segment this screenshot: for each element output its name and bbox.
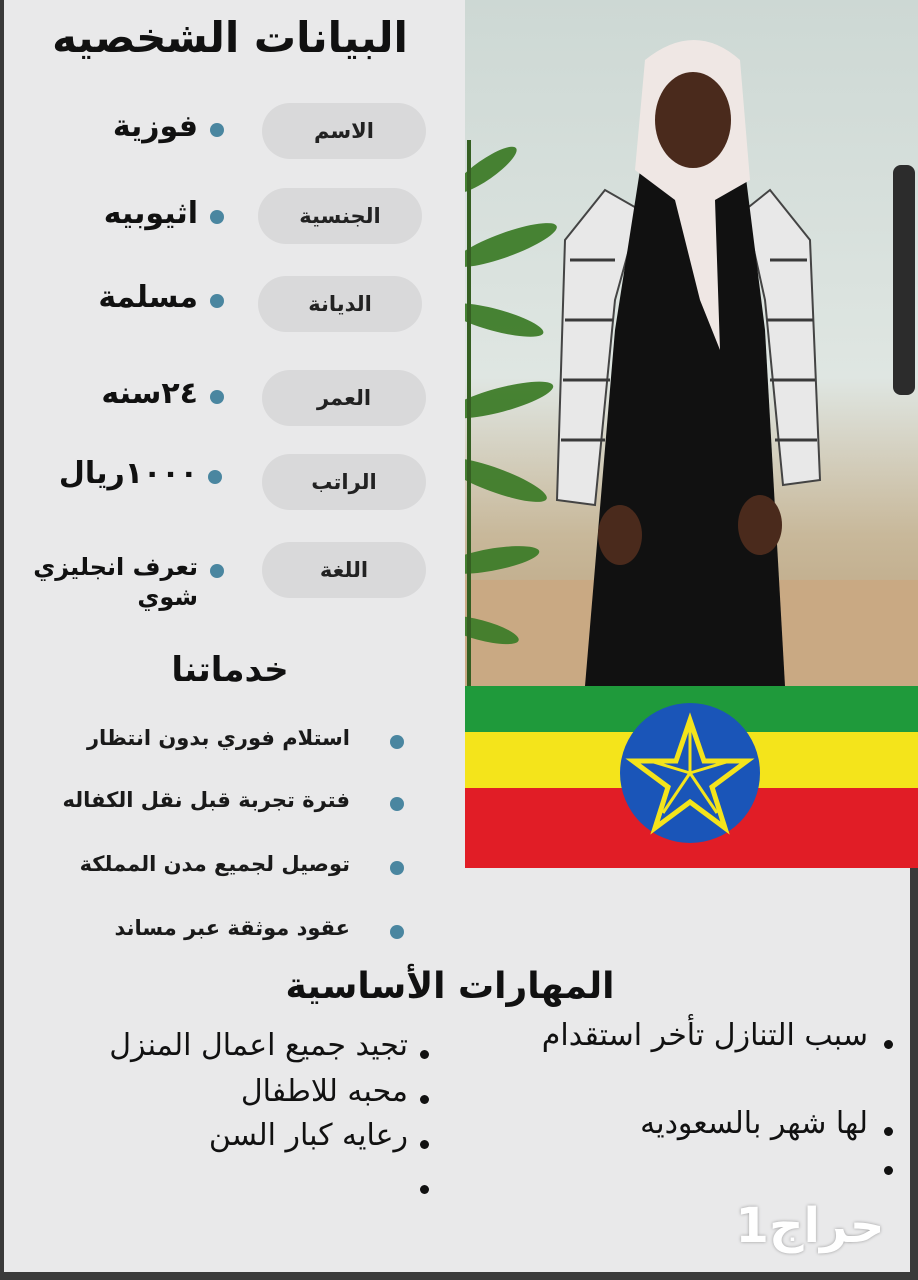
skill-item: رعايه كبار السن [208, 1118, 408, 1153]
skill-item: سبب التنازل تأخر استقدام [541, 1018, 868, 1053]
bullet-icon [884, 1127, 893, 1136]
bullet-dot-icon [210, 210, 224, 224]
frame-border-bottom [0, 1272, 918, 1280]
info-label: اللغة [262, 542, 426, 598]
info-label: العمر [262, 370, 426, 426]
bullet-dot-icon [390, 861, 404, 875]
bullet-icon [420, 1095, 429, 1104]
service-text: عقود موثقة عبر مساند [114, 916, 350, 940]
info-label: الجنسية [258, 188, 422, 244]
info-label: الديانة [258, 276, 422, 332]
info-value: ١٠٠٠ريال [58, 456, 198, 491]
skill-item: تجيد جميع اعمال المنزل [109, 1028, 408, 1063]
info-label: الراتب [262, 454, 426, 510]
bullet-icon [420, 1140, 429, 1149]
info-value: مسلمة [98, 280, 198, 315]
bullet-icon [884, 1166, 893, 1175]
info-row-nationality [0, 182, 460, 252]
bullet-dot-icon [210, 123, 224, 137]
bullet-icon [884, 1040, 893, 1049]
skill-item: لها شهر بالسعوديه [640, 1106, 868, 1141]
worker-photo [465, 0, 918, 686]
star-emblem-icon [615, 698, 765, 848]
service-text: فترة تجربة قبل نقل الكفاله [62, 788, 350, 812]
info-row-religion [0, 270, 460, 340]
frame-border-right [910, 868, 918, 1280]
service-item [0, 722, 460, 762]
bullet-dot-icon [390, 925, 404, 939]
watermark-logo: حراج1 [735, 1198, 885, 1254]
bullet-icon [420, 1050, 429, 1059]
info-value: فوزية [112, 109, 198, 144]
bullet-dot-icon [210, 390, 224, 404]
bullet-dot-icon [210, 564, 224, 578]
info-row-name [0, 97, 460, 167]
service-item [0, 784, 460, 824]
info-label: الاسم [262, 103, 426, 159]
service-item [0, 848, 460, 888]
person-illustration [465, 0, 918, 686]
bullet-icon [420, 1185, 429, 1194]
bullet-dot-icon [390, 735, 404, 749]
bullet-dot-icon [208, 470, 222, 484]
info-row-salary [0, 450, 460, 520]
services-title: خدماتنا [171, 650, 289, 690]
info-value: اثيوبيه [103, 196, 198, 231]
service-item [0, 912, 460, 952]
info-value: ٢٤سنه [101, 376, 198, 411]
service-text: استلام فوري بدون انتظار [86, 726, 350, 750]
ethiopia-flag [465, 686, 918, 868]
service-text: توصيل لجميع مدن المملكة [79, 852, 350, 876]
info-value: تعرف انجليزي شوي [33, 553, 198, 611]
skill-item: محبه للاطفال [240, 1074, 408, 1109]
bullet-dot-icon [210, 294, 224, 308]
info-row-age [0, 366, 460, 436]
bullet-dot-icon [390, 797, 404, 811]
info-row-language [0, 538, 460, 628]
page-title: البيانات الشخصيه [52, 13, 408, 62]
skills-title: المهارات الأساسية [285, 966, 615, 1007]
